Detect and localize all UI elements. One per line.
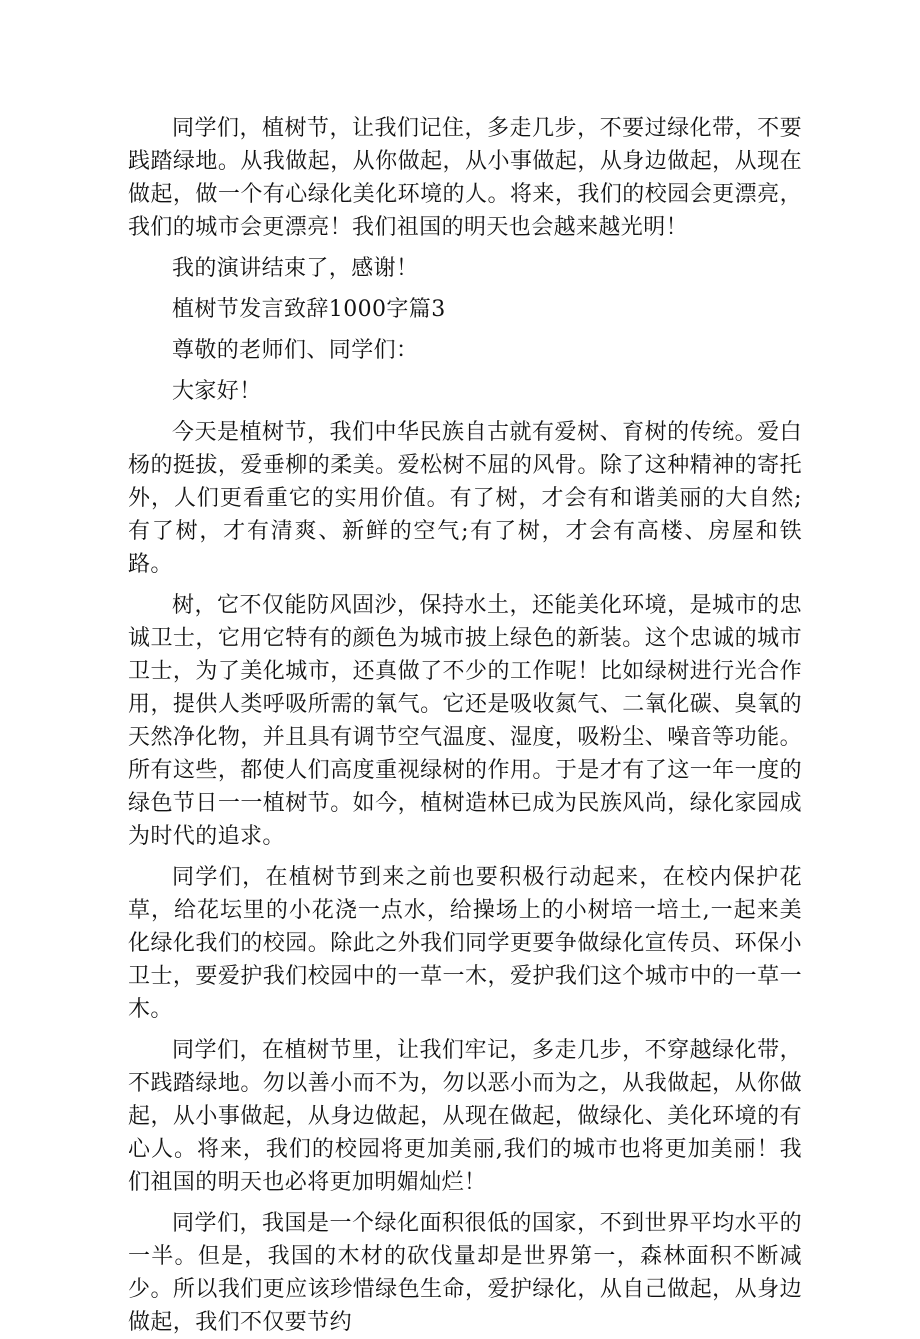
paragraph-closing-call: 同学们，植树节，让我们记住，多走几步，不要过绿化带，不要践踏绿地。从我做起，从你做起，从小事做起，从身边做起，从现在做起，做一个有心绿化美化环境的人。将来，我们的校园会更漂亮，我们的城市会更漂亮！我们祖国的明天也会越来越光明！ bbox=[128, 116, 802, 240]
paragraph-campus-action: 同学们，在植树节到来之前也要积极行动起来，在校内保护花草，给花坛里的小花浇一点水，给操场上的小树培一培土,一起来美化绿化我们的校园。除此之外我们同学更要争做绿化宣传员、环保小卫士，要爱护我们校园中的一草一木，爱护我们这个城市中的一草一木。 bbox=[128, 865, 802, 1022]
paragraph-tradition: 今天是植树节，我们中华民族自古就有爱树、育树的传统。爱白杨的挺拔，爱垂柳的柔美。爱松树不屈的风骨。除了这种精神的寄托外，人们更看重它的实用价值。有了树，才会有和谐美丽的大自然;有了树，才有清爽、新鲜的空气;有了树，才会有高楼、房屋和铁路。 bbox=[128, 420, 802, 577]
paragraph-tree-functions: 树，它不仅能防风固沙，保持水土，还能美化环境，是城市的忠诚卫士，它用它特有的颜色为城市披上绿色的新装。这个忠诚的城市卫士，为了美化城市，还真做了不少的工作呢！比如绿树进行光合作用，提供人类呼吸所需的氧气。它还是吸收氮气、二氧化碳、臭氧的天然净化物，并且具有调节空气温度、湿度，吸粉尘、噪音等功能。所有这些，都使人们高度重视绿树的作用。于是才有了这一年一度的绿色节日一一植树节。如今，植树造林已成为民族风尚，绿化家园成为时代的追求。 bbox=[128, 593, 802, 849]
section-heading: 植树节发言致辞1000字篇3 bbox=[172, 297, 446, 322]
paragraph-pledge: 同学们，在植树节里，让我们牢记，多走几步，不穿越绿化带，不践踏绿地。勿以善小而不为，勿以恶小而为之，从我做起，从你做起，从小事做起，从身边做起，从现在做起，做绿化、美化环境的有心人。将来，我们的校园将更加美丽,我们的城市也将更加美丽！我们祖国的明天也必将更加明媚灿烂！ bbox=[128, 1038, 802, 1195]
greeting: 大家好！ bbox=[172, 379, 262, 404]
salutation: 尊敬的老师们、同学们： bbox=[172, 338, 419, 363]
paragraph-forest-status: 同学们，我国是一个绿化面积很低的国家，不到世界平均水平的一半。但是，我国的木材的砍伐量却是世界第一，森林面积不断减少。所以我们更应该珍惜绿色生命，爱护绿化，从自己做起，从身边做起，我们不仅要节约 bbox=[128, 1211, 802, 1335]
paragraph-speech-end: 我的演讲结束了，感谢！ bbox=[172, 256, 419, 281]
